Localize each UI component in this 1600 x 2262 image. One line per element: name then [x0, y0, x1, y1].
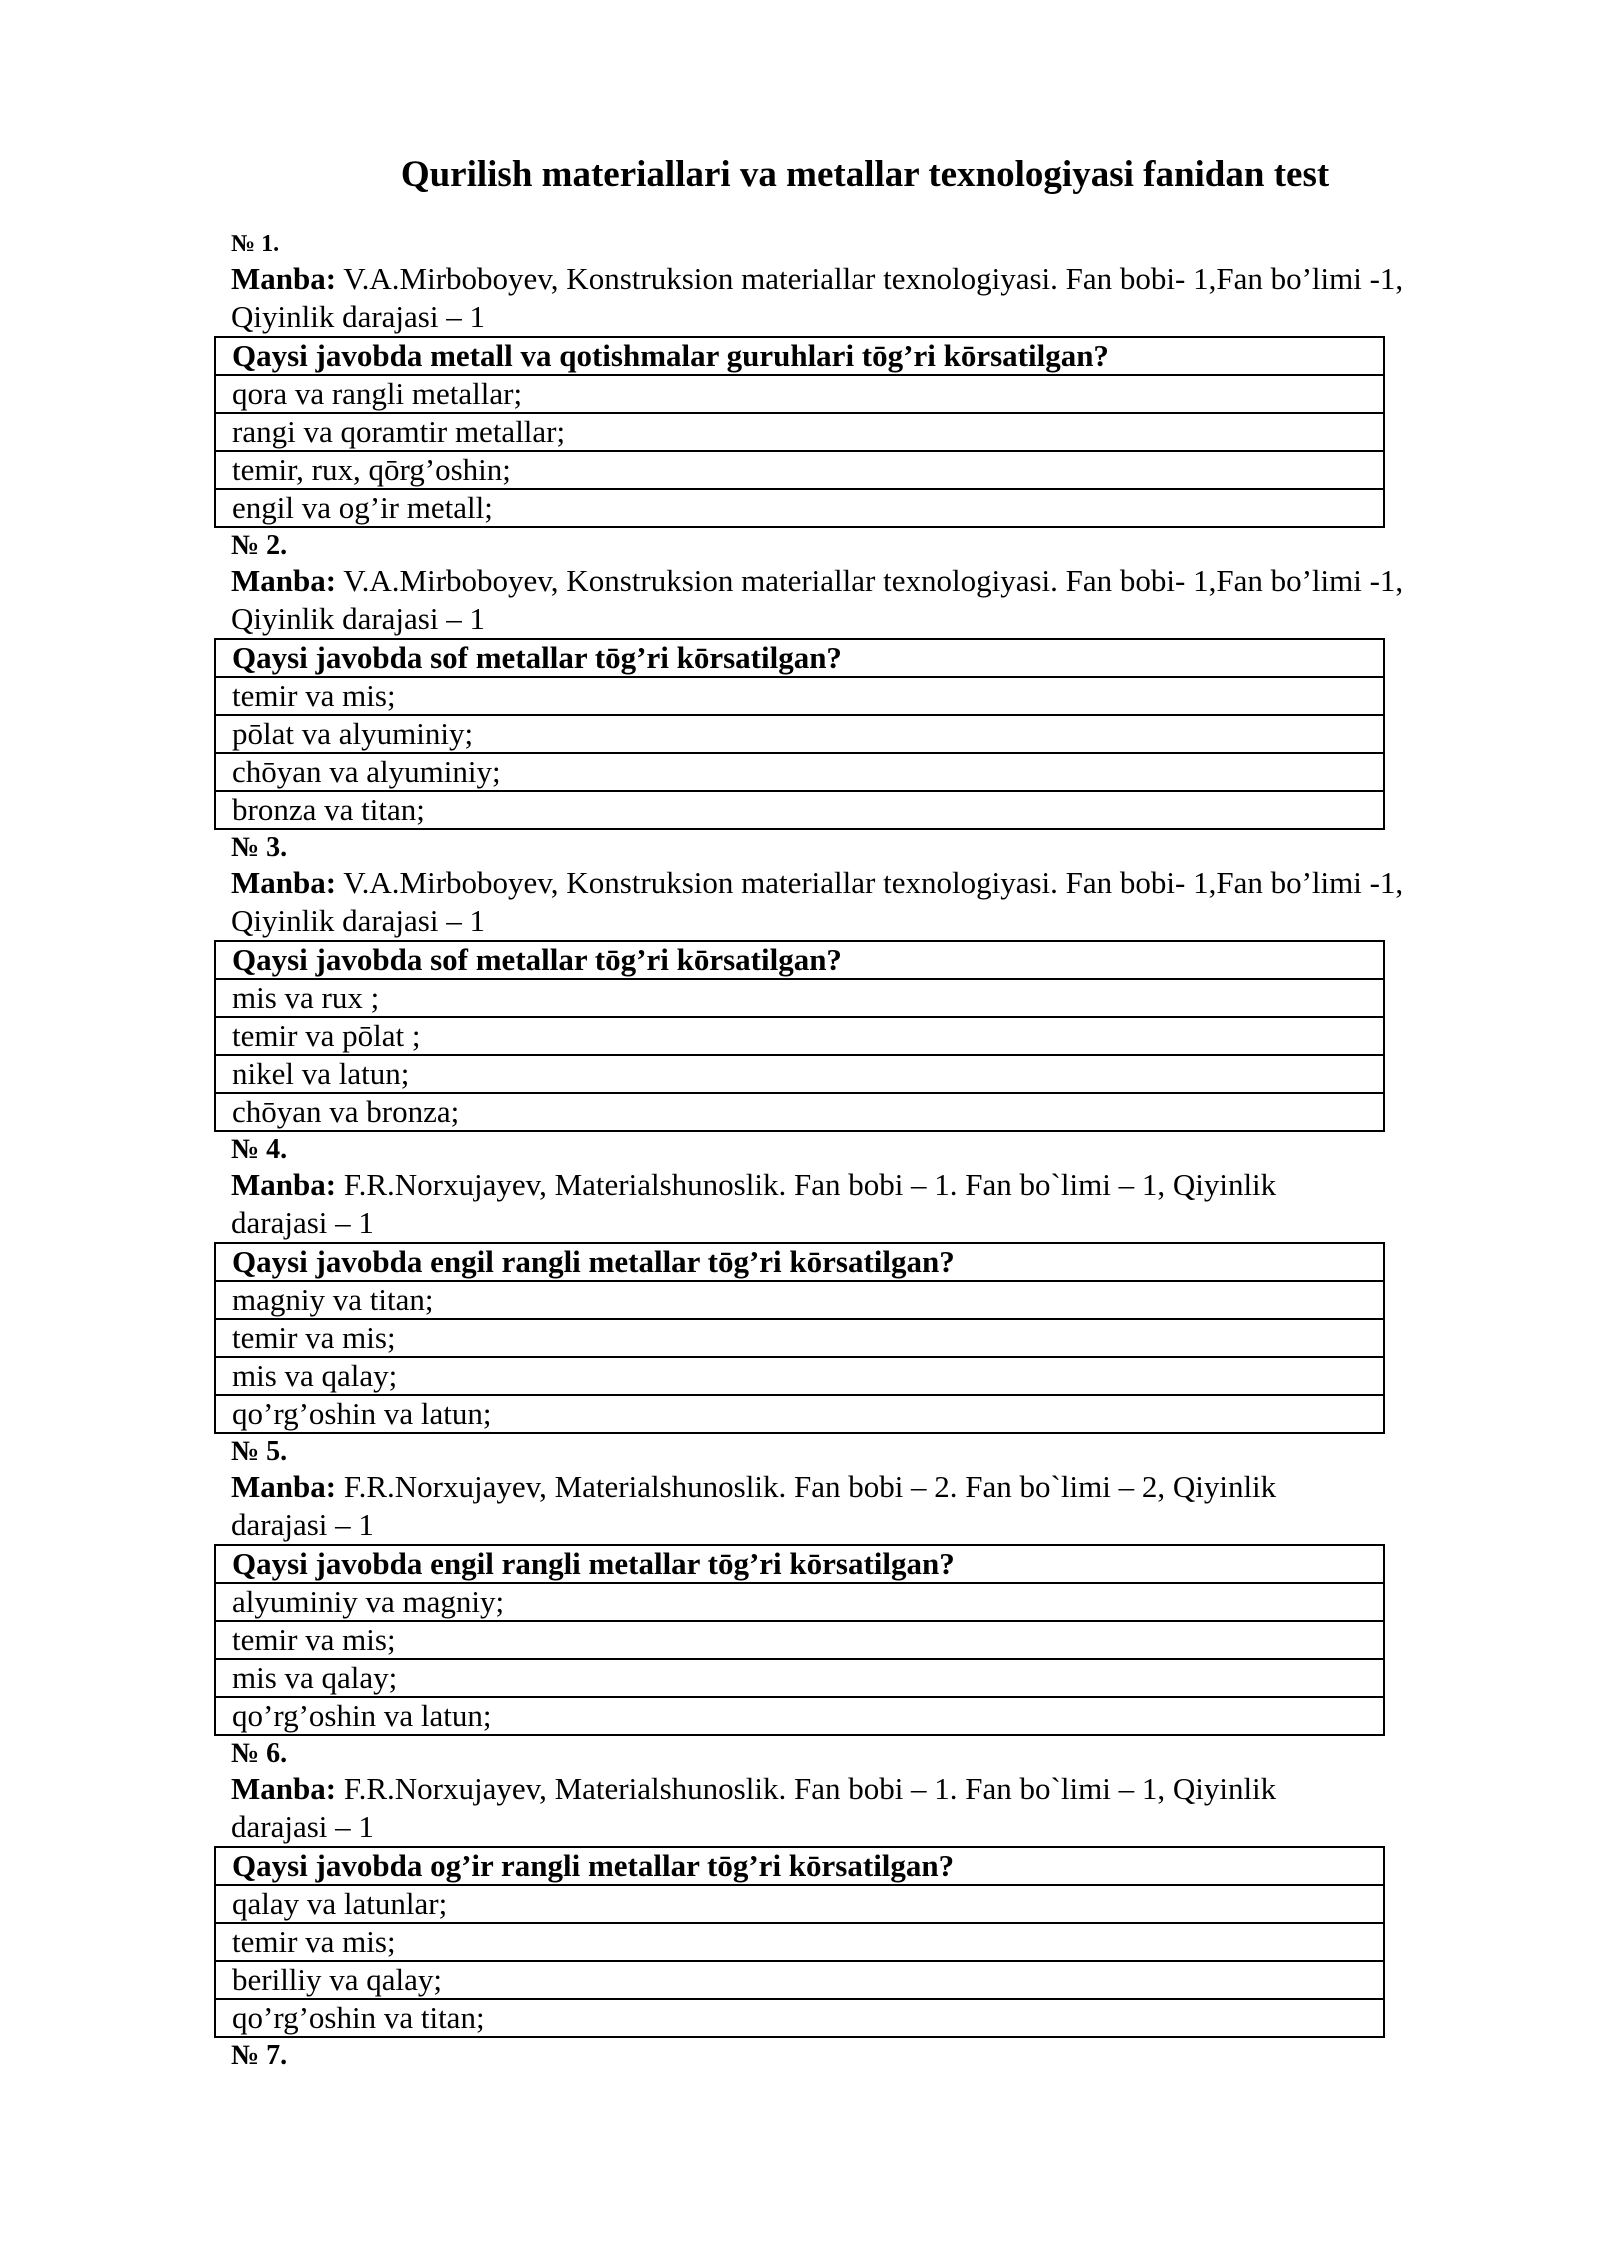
answer-option: qalay va latunlar; — [215, 1885, 1384, 1923]
question-source — [231, 562, 1491, 638]
answer-option: qo’rg’oshin va latun; — [215, 1697, 1384, 1735]
question-source — [231, 864, 1491, 940]
source-text-line2: darajasi – 1 — [231, 1205, 374, 1240]
answer-option: temir va pōlat ; — [215, 1017, 1384, 1055]
question-text: Qaysi javobda metall va qotishmalar guruhlari tōg’ri kōrsatilgan? — [215, 337, 1384, 375]
source-text-line2: Qiyinlik darajasi – 1 — [231, 299, 485, 334]
question-text: Qaysi javobda engil rangli metallar tōg’ri kōrsatilgan? — [215, 1545, 1384, 1583]
question-table — [214, 1544, 1385, 1736]
answer-option: qo’rg’oshin va latun; — [215, 1395, 1384, 1433]
answer-option: magniy va titan; — [215, 1281, 1384, 1319]
question-table — [214, 336, 1385, 528]
source-text-line1: F.R.Norxujayev, Materialshunoslik. Fan bobi – 1. Fan bo`limi – 1, Qiyinlik — [343, 1167, 1277, 1202]
question-number: № 3. — [231, 832, 288, 863]
answer-option: mis va rux ; — [215, 979, 1384, 1017]
answer-option: chōyan va bronza; — [215, 1093, 1384, 1131]
question-block — [231, 1132, 1491, 1434]
answer-option: temir, rux, qōrg’oshin; — [215, 451, 1384, 489]
answer-option: alyuminiy va magniy; — [215, 1583, 1384, 1621]
answer-option: engil va og’ir metall; — [215, 489, 1384, 527]
answer-option: nikel va latun; — [215, 1055, 1384, 1093]
source-text-line2: darajasi – 1 — [231, 1809, 374, 1844]
source-text-line1: F.R.Norxujayev, Materialshunoslik. Fan bobi – 2. Fan bo`limi – 2, Qiyinlik — [343, 1469, 1277, 1504]
question-block — [231, 1434, 1491, 1736]
answer-option: qora va rangli metallar; — [215, 375, 1384, 413]
question-text: Qaysi javobda sof metallar tōg’ri kōrsatilgan? — [215, 639, 1384, 677]
answer-option: rangi va qoramtir metallar; — [215, 413, 1384, 451]
answer-option: temir va mis; — [215, 1621, 1384, 1659]
question-source — [231, 1166, 1491, 1242]
question-text: Qaysi javobda sof metallar tōg’ri kōrsatilgan? — [215, 941, 1384, 979]
source-text-line2: darajasi – 1 — [231, 1507, 374, 1542]
answer-option: pōlat va alyuminiy; — [215, 715, 1384, 753]
source-label: Manba: — [231, 1167, 337, 1202]
source-text-line2: Qiyinlik darajasi – 1 — [231, 601, 485, 636]
question-number: № 5. — [231, 1436, 288, 1467]
question-source — [231, 1770, 1491, 1846]
source-text-line1: V.A.Mirboboyev, Konstruksion materiallar texnologiyasi. Fan bobi- 1,Fan bo’limi -1, — [343, 261, 1404, 296]
question-number: № 4. — [231, 1134, 288, 1165]
question-table — [214, 1846, 1385, 2038]
answer-option: chōyan va alyuminiy; — [215, 753, 1384, 791]
source-text-line1: F.R.Norxujayev, Materialshunoslik. Fan bobi – 1. Fan bo`limi – 1, Qiyinlik — [343, 1771, 1277, 1806]
source-label: Manba: — [231, 261, 337, 296]
question-block — [231, 830, 1491, 1132]
question-source — [231, 1468, 1491, 1544]
question-text: Qaysi javobda engil rangli metallar tōg’ri kōrsatilgan? — [215, 1243, 1384, 1281]
source-label: Manba: — [231, 865, 337, 900]
question-table — [214, 1242, 1385, 1434]
source-text-line1: V.A.Mirboboyev, Konstruksion materiallar texnologiyasi. Fan bobi- 1,Fan bo’limi -1, — [343, 563, 1404, 598]
next-question-number: № 7. — [231, 2040, 288, 2071]
answer-option: berilliy va qalay; — [215, 1961, 1384, 1999]
answer-option: mis va qalay; — [215, 1357, 1384, 1395]
question-block — [231, 1736, 1491, 2038]
source-text-line1: V.A.Mirboboyev, Konstruksion materiallar texnologiyasi. Fan bobi- 1,Fan bo’limi -1, — [343, 865, 1404, 900]
source-label: Manba: — [231, 563, 337, 598]
document-title: Qurilish materiallari va metallar texnologiyasi fanidan test — [400, 154, 1330, 195]
question-number: № 6. — [231, 1738, 288, 1769]
question-number: № 1. — [231, 231, 280, 257]
answer-option: temir va mis; — [215, 1319, 1384, 1357]
answer-option: temir va mis; — [215, 677, 1384, 715]
answer-option: qo’rg’oshin va titan; — [215, 1999, 1384, 2037]
question-table — [214, 638, 1385, 830]
question-list — [231, 226, 1491, 2072]
question-block — [231, 226, 1491, 528]
answer-option: bronza va titan; — [215, 791, 1384, 829]
source-label: Manba: — [231, 1469, 337, 1504]
source-text-line2: Qiyinlik darajasi – 1 — [231, 903, 485, 938]
answer-option: temir va mis; — [215, 1923, 1384, 1961]
question-table — [214, 940, 1385, 1132]
source-label: Manba: — [231, 1771, 337, 1806]
question-source — [231, 260, 1491, 336]
question-block — [231, 528, 1491, 830]
question-number: № 2. — [231, 530, 288, 561]
question-text: Qaysi javobda og’ir rangli metallar tōg’ri kōrsatilgan? — [215, 1847, 1384, 1885]
answer-option: mis va qalay; — [215, 1659, 1384, 1697]
